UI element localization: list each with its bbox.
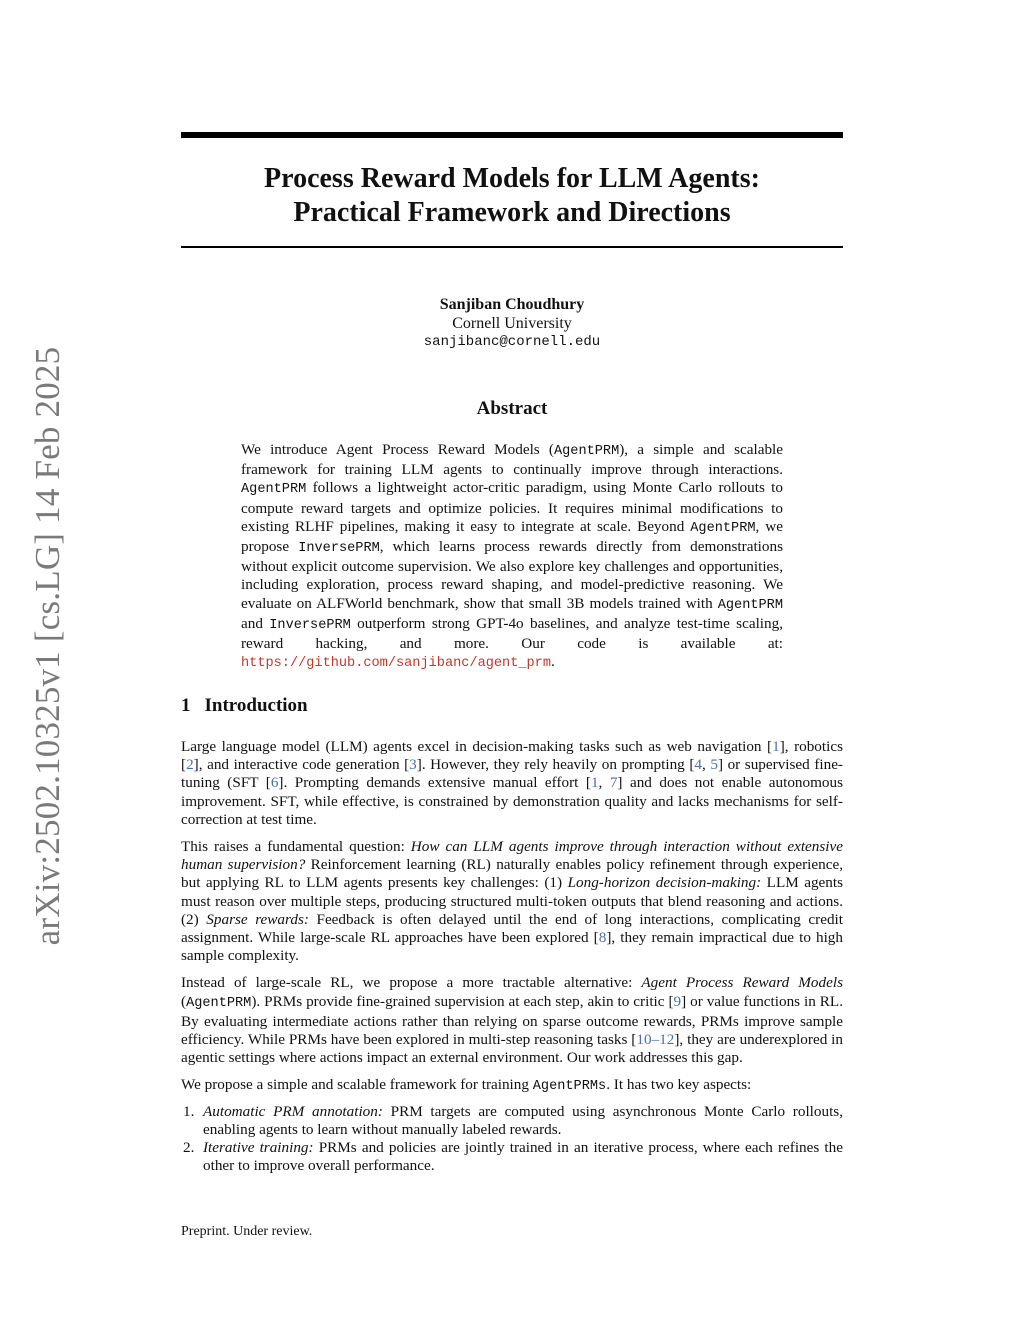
title-top-rule (181, 132, 843, 138)
abstract-text: , we propose (241, 517, 783, 556)
arxiv-identifier-stamp: arXiv:2502.10325v1 [cs.LG] 14 Feb 2025 (28, 346, 67, 946)
section-title: Introduction (204, 695, 308, 716)
abstract-text: We introduce Agent Process Reward Models ( (241, 441, 554, 458)
abstract-text: and (241, 614, 270, 632)
paper-title (181, 162, 843, 230)
author-block (181, 295, 843, 352)
intro-paragraph-2: This raises a fundamental question: How can LLM agents improve through interaction without extensive human supervision? Reinforcement learning (RL) naturally enables policy refinement through experience, but applying RL to LLM agents presents key challenges: (1) Long-horizon decision-making: LLM agents must reason over multiple steps, producing structured multi-token outputs that blend reasoning and actions. (2) Sparse rewards: Feedback is often delayed until the end of long interactions, complicating credit assignment. While large-scale RL approaches have been explored [8], they remain impractical due to high sample complexity. (181, 838, 844, 965)
agentprm-code: AgentPRM (717, 597, 783, 613)
title-line-1: Process Reward Models for LLM Agents: (264, 163, 760, 194)
list-item: 1. Automatic PRM annotation: PRM targets are computed using asynchronous Monte Carlo rollouts, enabling agents to learn without manually labeled rewards. (183, 1102, 843, 1138)
agentprm-code: AgentPRM (553, 444, 620, 459)
inverseprm-code: InversePRM (298, 541, 380, 557)
abstract-text: , which learns process rewards directly from demonstrations without explicit outcome supervision. We also explore key challenges and opportunities, including exploration, process reward shaping, and model-predictive reasoning. We evaluate on ALFWorld benchmark, show that small 3B models trained with (241, 538, 783, 612)
abstract-text: follows a lightweight actor-critic paradigm, using Monte Carlo rollouts to compute reward targets and optimize policies. It requires minimal modifications to existing RLHF pipelines, making it easy to integrate at scale. Beyond (241, 479, 783, 535)
abstract-text: ), a simple and scalable framework for training LLM agents to continually improve through interactions. (241, 441, 783, 479)
abstract-heading: Abstract (476, 398, 548, 419)
citation-link[interactable]: 1 (772, 738, 780, 755)
citation-link[interactable]: 10–12 (636, 1031, 675, 1049)
agentprms-code: AgentPRMs (532, 1079, 607, 1095)
section-number: 1 (181, 695, 191, 716)
author-email[interactable]: sanjibanc@cornell.edu (423, 334, 601, 350)
author-name: Sanjiban Choudhury (439, 296, 585, 313)
author-affiliation: Cornell University (452, 315, 572, 332)
agentprm-code: AgentPRM (690, 520, 756, 536)
agentprm-code: AgentPRM (186, 995, 252, 1011)
title-line-2: Practical Framework and Directions (293, 197, 731, 228)
inverseprm-code: InversePRM (269, 617, 351, 633)
citation-link[interactable]: 7 (609, 774, 618, 792)
introduction-body (181, 738, 843, 1175)
key-aspects-list (181, 1103, 843, 1176)
citation-link[interactable]: 1 (590, 774, 599, 792)
citation-link[interactable]: 9 (673, 992, 682, 1010)
citation-link[interactable]: 3 (409, 756, 417, 774)
citation-link[interactable]: 4 (694, 756, 702, 774)
abstract-text: outperform strong GPT-4o baselines, and analyze test-time scaling, reward hacking, and more. Our code is available at: (241, 614, 783, 653)
intro-paragraph-3: Instead of large-scale RL, we propose a more tractable alternative: Agent Process Reward Models (AgentPRM). PRMs provide fine-grained supervision at each step, akin to critic [9] or value functions in RL. By evaluating intermediate actions rather than relying on sparse outcome rewards, PRMs improve sample efficiency. While PRMs have been explored in multi-step reasoning tasks [10–12], they are underexplored in agentic settings where actions impact an external environment. Our work addresses this gap. (181, 974, 843, 1067)
intro-paragraph-4: We propose a simple and scalable framework for training AgentPRMs. It has two key aspects: (181, 1076, 752, 1095)
abstract-text: . (551, 653, 555, 671)
abstract-body (241, 441, 783, 673)
intro-paragraph-1: Large language model (LLM) agents excel in decision-making tasks such as web navigation [1], robotics [2], and interactive code generation [3]. However, they rely heavily on prompting [4, 5] or supervised fine-tuning (SFT [6]. Prompting demands extensive manual effort [1, 7] and does not enable autonomous improvement. SFT, while effective, is constrained by demonstration quality and lacks mechanisms for self-correction at test time. (181, 738, 844, 828)
citation-link[interactable]: 2 (186, 756, 194, 774)
citation-link[interactable]: 5 (710, 756, 718, 774)
list-item: 2. Iterative training: PRMs and policies are jointly trained in an iterative process, where each refines the other to improve overall performance. (183, 1139, 843, 1175)
citation-link[interactable]: 8 (598, 929, 607, 947)
code-repository-link[interactable]: https://github.com/sanjibanc/agent_prm (241, 656, 551, 672)
agentprm-code: AgentPRM (241, 482, 307, 498)
footer-note: Preprint. Under review. (181, 1224, 313, 1239)
citation-link[interactable]: 6 (270, 774, 279, 792)
section-heading-introduction (181, 695, 308, 717)
title-bottom-rule (181, 246, 843, 248)
